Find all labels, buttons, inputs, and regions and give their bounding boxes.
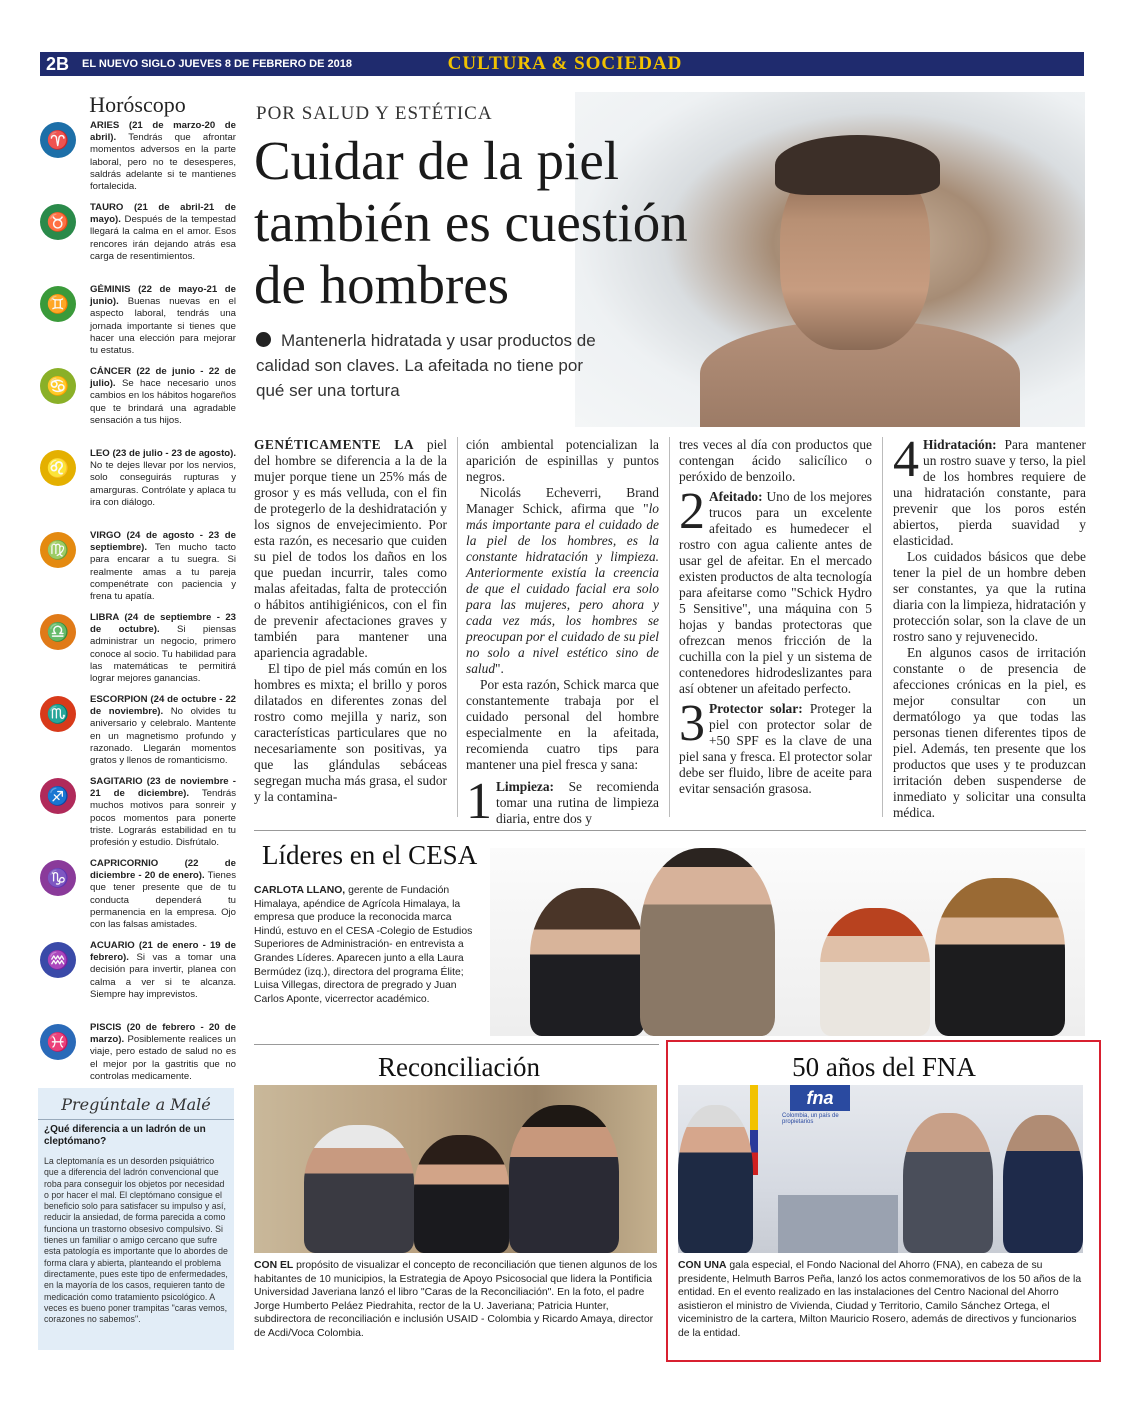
sign-name: LIBRA (24 de septiembre - 23 de octubre). <box>90 612 236 636</box>
advice-question: ¿Qué diferencia a un ladrón de un cleptómano? <box>44 1124 206 1147</box>
podium <box>778 1195 898 1253</box>
horoscope-sign <box>38 858 236 940</box>
section-divider <box>254 830 1086 831</box>
horoscope-sign <box>38 530 236 612</box>
dek-text: Mantenerla hidratada y usar productos de calidad son claves. La afeitada no tiene por qué ser una tortura <box>256 331 596 400</box>
cesa-title: Líderes en el CESA <box>262 840 478 870</box>
publication-date: EL NUEVO SIGLO JUEVES 8 DE FEBRERO DE 2018 <box>82 58 352 70</box>
cancer-icon: ♋ <box>40 368 76 404</box>
paragraph: ción ambiental potencializan la aparición de espinillas y puntos negros. <box>466 437 659 484</box>
sign-name: ESCORPION (24 de octubre - 22 de noviembre). <box>90 694 236 718</box>
leo-icon: ♌ <box>40 450 76 486</box>
sign-name: CÁNCER (22 de junio - 22 de julio). <box>90 366 236 390</box>
tip-text: Se recomienda tomar una rutina de limpieza diaria, entre dos y <box>496 779 659 826</box>
sign-forecast: Tendrás que afrontar momentos adversos en la parte laboral, pero no te desesperes, saldrás adelante si te mantienes fortalecida. <box>90 132 236 193</box>
sign-forecast: Se hace necesario unos cambios en los hábitos hogareños que te brindará una agradable sensación a tus hijos. <box>90 378 236 426</box>
tip-text: Uno de los mejores trucos para un excelente afeitado es humedecer el rostro con agua caliente antes de usar gel de afeitar. En el mercado existen productos de alta tecnología para afeitarse como "Schick Hydro 5 Sensitive", una máquina con 5 hojas y bandas protectoras que ofrezcan menos fricción de la cuchilla con la piel y un sistema de contenedores hidrodeslizantes para así obtener un afeitado perfecto. <box>679 489 872 696</box>
tip-number: 3 <box>679 695 705 752</box>
sign-name: PISCIS (20 de febrero - 20 de marzo). <box>90 1022 236 1046</box>
sign-name: VIRGO (24 de agosto - 23 de septiembre). <box>90 530 236 554</box>
article-headline: Cuidar de la piel también es cuestión de hombres <box>254 130 688 315</box>
lead-caps: GENÉTICAMENTE LA <box>254 437 415 452</box>
tip-number: 1 <box>466 773 492 830</box>
tip-title: Protector solar: <box>709 701 803 716</box>
bullet-icon <box>256 332 271 347</box>
gemini-icon: ♊ <box>40 286 76 322</box>
sign-name: LEO (23 de julio - 23 de agosto). <box>90 448 236 459</box>
sign-name: SAGITARIO (23 de noviembre - 21 de diciembre). <box>90 776 236 800</box>
sagittarius-icon: ♐ <box>40 778 76 814</box>
caption-lead: CON UNA <box>678 1260 727 1271</box>
article-column-2 <box>466 437 659 830</box>
paragraph: Por esta razón, Schick marca que constantemente trabaja por el cuidado personal del hombre especialmente en la afeitada, recomienda cuatro tips para mantener una piel fresca y sana: <box>466 677 659 772</box>
paragraph-part: ". <box>495 661 504 676</box>
photo-person <box>678 1105 753 1253</box>
article-column-1 <box>254 437 447 805</box>
horoscope-sign <box>38 202 236 284</box>
horoscope-title: Horóscopo <box>89 92 186 117</box>
fna-logo: fna <box>790 1085 850 1111</box>
photo-person <box>304 1125 414 1253</box>
sign-forecast: No te dejes llevar por los nervios, solo conseguirás rupturas y amarguras. Contrólate y aplaca tu ira con diálogo. <box>90 460 236 508</box>
fna-title: 50 años del FNA <box>792 1052 976 1082</box>
reconciliation-caption <box>254 1259 660 1341</box>
horoscope-sign <box>38 120 236 202</box>
tip-title: Limpieza: <box>496 779 555 794</box>
sign-forecast: Tienes que tener presente que de tu conducta dependerá tu permanencia en la empresa. Ojo con las falsas amistades. <box>90 870 236 931</box>
horoscope-sign <box>38 366 236 448</box>
sign-forecast: No olvides tu aniversario y celebralo. Mantente en un magnetismo profundo y razonado. Llegarán momentos gratos y llenos de romanticismo. <box>90 706 236 767</box>
hero-photo-hair <box>775 135 940 195</box>
caption-text: propósito de visualizar el concepto de reconciliación que tienen algunos de los habitantes de 10 municipios, la Estrategia de Apoyo Psicosocial que lidera la Pontificia Universidad Javeriana lanzó el libro "Caras de la Reconciliación". En la foto, el padre Jorge Humberto Peláez Piedrahita, rector de la U. Javeriana; Patricia Hunter, subdirectora de reconciliación e inclusión USAID - Colombia y Ricardo Amaya, director de Acdi/Voca Colombia. <box>254 1260 658 1339</box>
column-divider <box>669 437 670 817</box>
photo-person <box>820 908 930 1036</box>
tip-number: 4 <box>893 431 919 488</box>
section-divider <box>254 1044 659 1045</box>
sign-name: TAURO (21 de abril-21 de mayo). <box>90 202 236 226</box>
caption-text: gerente de Fundación Himalaya, apéndice de Agrícola Himalaya, la empresa que produce la reconocida marca Hindú, estuvo en el CESA -Colegio de Estudios Superiores de Administración- en entrevista a Grandes Líderes. Aparecen junto a ella Laura Bermúdez (izq.), directora del programa Élite; Luisa Villegas, directora de pregrado y Juan Carlos Aponte, vicerrector académico. <box>254 885 473 1005</box>
horoscope-sign <box>38 940 236 1022</box>
paragraph: Los cuidados básicos que debe tener la piel de un hombre deben ser constantes, ya que la rutina diaria con la limpieza, hidratación y protección solar, son la clave de un rostro sano y rejuvenecido. <box>893 549 1086 644</box>
horoscope-sign <box>38 612 236 694</box>
capricorn-icon: ♑ <box>40 860 76 896</box>
pisces-icon: ♓ <box>40 1024 76 1060</box>
tip-title: Hidratación: <box>923 437 997 452</box>
sign-name: CAPRICORNIO (22 de diciembre - 20 de enero). <box>90 858 236 882</box>
photo-person <box>530 888 645 1036</box>
horoscope-sign <box>38 448 236 530</box>
photo-person <box>1003 1115 1083 1253</box>
scorpio-icon: ♏ <box>40 696 76 732</box>
article-column-3 <box>679 437 872 797</box>
sign-forecast: Si piensas administrar un negocio, primero conoce al socio. Tu habilidad para las matemáticas te permitirá lograr mejores ganancias. <box>90 624 236 685</box>
sign-name: GÉMINIS (22 de mayo-21 de junio). <box>90 284 236 308</box>
photo-person <box>509 1105 619 1253</box>
article-kicker: POR SALUD Y ESTÉTICA <box>256 103 493 124</box>
cesa-photo <box>490 848 1085 1036</box>
cesa-caption <box>254 884 482 1006</box>
caption-lead: CARLOTA LLANO, <box>254 885 346 896</box>
libra-icon: ♎ <box>40 614 76 650</box>
caption-text: gala especial, el Fondo Nacional del Ahorro (FNA), en cabeza de su presidente, Helmuth Barros Peña, lanzó los actos conmemorativos de los 50 años de la entidad. En el evento realizado en las instalaciones del Centro Nacional del Ahorro asistieron el ministro de Vivienda, Ciudad y Territorio, Camilo Sánchez Ortega, el viceministro de la cartera, Milton Mauricio Rosero, además de directivos y funcionarios de la entidad. <box>678 1260 1082 1339</box>
sign-forecast: Si vas a tomar una decisión para invertir, planea con calma a ver si te alcanza. Siempre hay imprevistos. <box>90 952 236 1000</box>
fna-photo <box>678 1085 1083 1253</box>
sign-forecast: Tendrás muchos motivos para sonreir y pocos momentos para ponerte triste. Lograrás estabilidad en tu profesión y estudio. Disfrútalo. <box>90 788 236 849</box>
caption-lead: CON EL <box>254 1260 294 1271</box>
paragraph: En algunos casos de irritación constante o de presencia de afecciones crónicas en la piel, es mejor consultar con un dermatólogo ya que todas las personas tienen diferentes tipos de piel. Además, ten presente que los productos que uses y te produzcan irritación deben suspenderse de inmediato y solicitar una consulta médica. <box>893 645 1086 820</box>
sign-forecast: Posiblemente realices un viaje, pero estado de salud no es el mejor por la gastritis que no controlas medicamente. <box>90 1034 236 1082</box>
fna-caption <box>678 1259 1086 1341</box>
paragraph: piel del hombre se diferencia a la de la mujer porque tiene un 25% más de grosor y es más velluda, con el fin de protegerlo de la deshidratación y los signos de envejecimiento. Por esta razón, es necesario que cuiden su piel de todos los daños en los que puedan incurrir, tales como malas afeitadas, falta de protección o hábitos antihigiénicos, con el fin de prevenir afectaciones graves y también para mantener una apariencia agradable. <box>254 437 447 660</box>
tip-text: Para mantener un rostro suave y terso, la piel de los hombres requiere de una hidratación constante, para prevenir que los poros estén abiertos, pierda suavidad y elasticidad. <box>893 437 1086 548</box>
page-number: 2B <box>46 54 70 74</box>
aries-icon: ♈ <box>40 122 76 158</box>
sign-forecast: Después de la tempestad llegará la calma en el amor. Esos rencores irán dejando atrás esa carga de resentimientos. <box>90 214 236 262</box>
horoscope-list <box>38 120 236 1104</box>
article-dek <box>256 328 616 403</box>
section-title: CULTURA & SOCIEDAD <box>447 53 683 74</box>
article-column-4 <box>893 431 1086 821</box>
photo-person <box>935 878 1065 1036</box>
photo-person <box>903 1113 993 1253</box>
advice-answer: La cleptomanía es un desorden psiquiátrico que a diferencia del ladrón convencional que roba para conseguir los objetos por necesidad o por hacer el mal. El cleptómano consigue el beneficio solo para satisfacer su impulso y así, reducir la ansiedad, de forma parecida a como funciona un trastorno obsesivo compulsivo. Si tienes un familiar o amigo cercano que sufre esta patología es importante que lo abordes de forma clara y abierta, planteando el problema directamente, pues este tipo de enfermedades, en la mayoría de los casos, requieren tanto de medicación como tratamiento psicológico. A veces es bueno poner trampitas "caras vemos, corazones no sabemos". <box>44 1156 228 1325</box>
advice-title: Pregúntale a Malé <box>38 1090 234 1120</box>
sign-forecast: Buenas nuevas en el aspecto laboral, tendrás una jornada importante si tienes que hacer una elección para mejorar tu estatus. <box>90 296 236 357</box>
tip-title: Afeitado: <box>709 489 763 504</box>
horoscope-sign <box>38 694 236 776</box>
sign-forecast: Ten mucho tacto para encarar a tu suegra. Si realmente amas a tu pareja compenétrate con paciencia y frena tu apatía. <box>90 542 236 603</box>
tip-text: Proteger la piel con protector solar de +50 SPF es la clave de una piel sana y fresca. El protector solar debe ser fluido, libre de aceite para evitar sensación grasosa. <box>679 701 872 796</box>
sign-name: ARIES (21 de marzo-20 de abril). <box>90 120 236 144</box>
photo-person <box>640 848 775 1036</box>
paragraph-part: Nicolás Echeverri, Brand Manager Schick, afirma que " <box>466 485 659 516</box>
photo-person <box>414 1135 509 1253</box>
fna-slogan: Colombia, un país de propietarios <box>782 1113 839 1125</box>
reconciliation-title: Reconciliación <box>378 1052 540 1082</box>
virgo-icon: ♍ <box>40 532 76 568</box>
horoscope-sign <box>38 776 236 858</box>
horoscope-sign <box>38 284 236 366</box>
taurus-icon: ♉ <box>40 204 76 240</box>
reconciliation-photo <box>254 1085 657 1253</box>
aquarius-icon: ♒ <box>40 942 76 978</box>
column-divider <box>457 437 458 817</box>
paragraph: tres veces al día con productos que contengan ácido salicílico o peróxido de benzoilo. <box>679 437 872 484</box>
tip-number: 2 <box>679 483 705 540</box>
column-divider <box>882 437 883 817</box>
paragraph: El tipo de piel más común en los hombres es mixta; el brillo y poros dilatados en diferentes zonas del rostro como mejilla y nariz, son características particulares que no necesariamente son positivas, ya que las glándulas sebáceas segregan mucha más grasa, el sudor y la contamina- <box>254 661 447 804</box>
sign-name: ACUARIO (21 de enero - 19 de febrero). <box>90 940 236 964</box>
quote: lo más importante para el cuidado de la piel de los hombres, es la constante hidratación y limpieza. Anteriormente existía la creencia de que el cuidado facial era solo para las mujeres, pero ahora y cada vez más, los hombres se preocupan por el cuidado de su piel no solo a nivel estético sino de salud <box>466 501 659 676</box>
